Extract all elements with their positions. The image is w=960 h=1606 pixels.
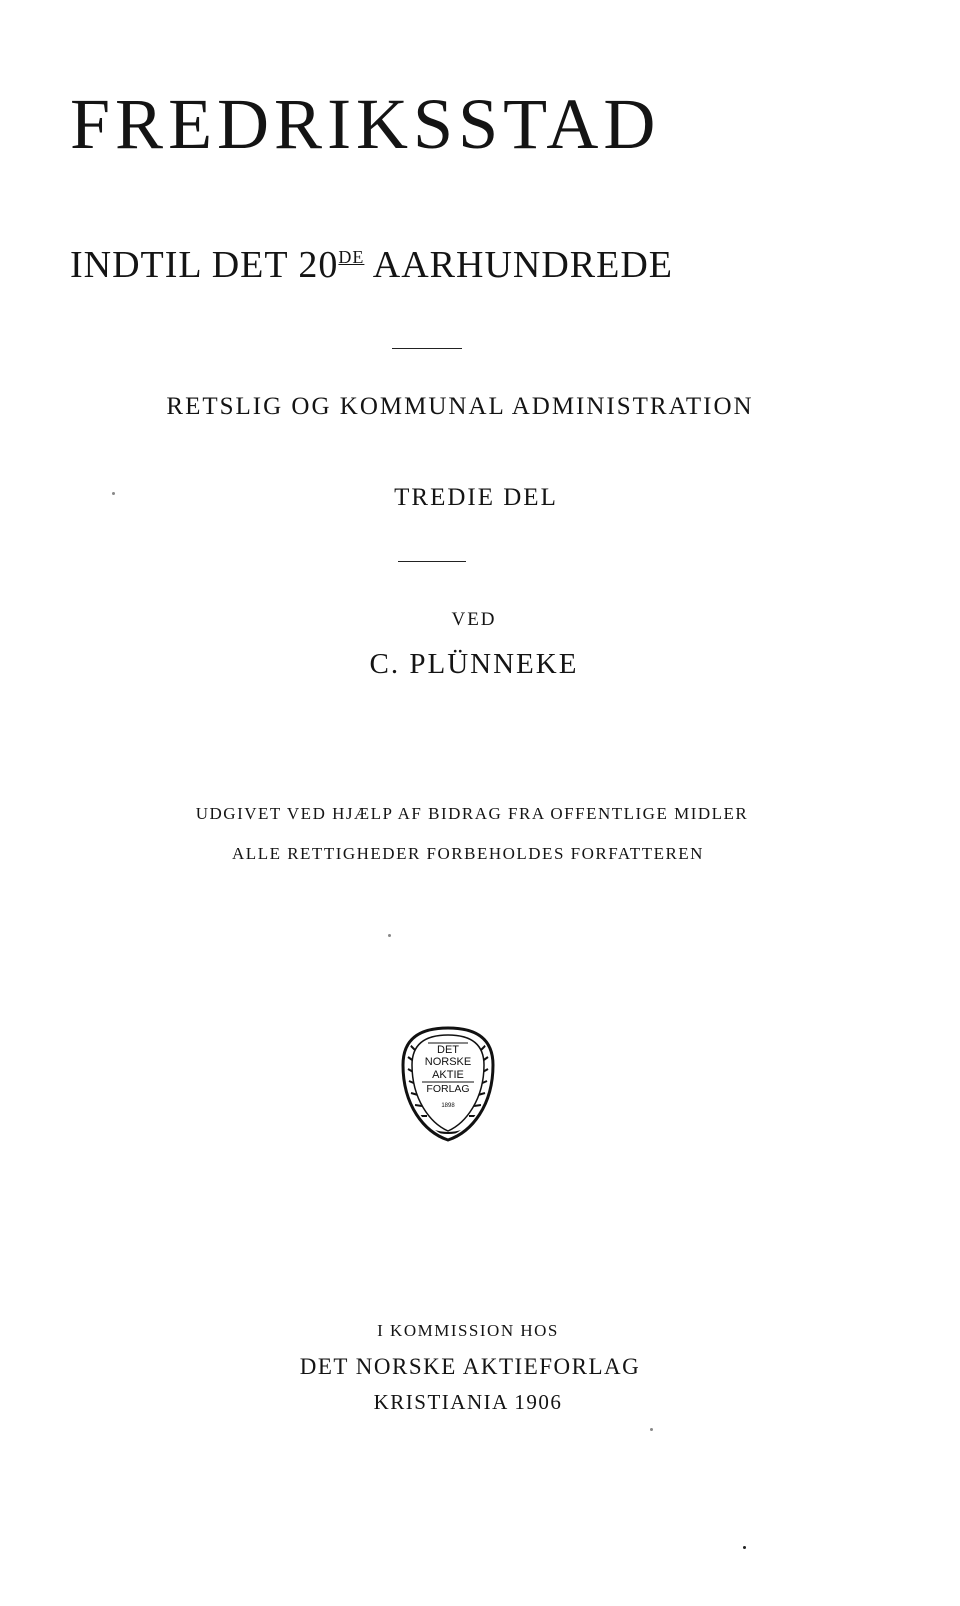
paper-speck (743, 1546, 746, 1549)
paper-speck (650, 1428, 653, 1431)
publication-place-year: KRISTIANIA 1906 (373, 1390, 563, 1414)
rights-note: ALLE RETTIGHEDER FORBEHOLDES FORFATTEREN (232, 844, 704, 863)
book-title: FREDRIKSSTAD (70, 84, 661, 164)
divider-rule (398, 561, 466, 562)
by-label: VED (451, 609, 497, 630)
seal-line-3: AKTIE (432, 1069, 464, 1081)
subtitle-superscript: DE (338, 247, 365, 267)
subtitle-main: INDTIL DET 20 (70, 244, 339, 286)
section-title: RETSLIG OG KOMMUNAL ADMINISTRATION (166, 393, 754, 420)
book-subtitle (70, 246, 673, 284)
part-label: TREDIE DEL (394, 484, 558, 511)
paper-speck (388, 934, 391, 937)
funding-note: UDGIVET VED HJÆLP AF BIDRAG FRA OFFENTLIGE MIDLER (195, 804, 749, 823)
seal-line-4: FORLAG (426, 1083, 470, 1095)
subtitle-rest: AARHUNDREDE (364, 244, 674, 286)
divider-rule (392, 348, 462, 349)
seal-year: 1898 (441, 1103, 455, 1109)
paper-speck (112, 492, 115, 495)
publisher-seal-icon (400, 1025, 496, 1143)
author-name: C. PLÜNNEKE (369, 648, 579, 680)
publisher-name: DET NORSKE AKTIEFORLAG (299, 1354, 641, 1379)
commission-label: I KOMMISSION HOS (377, 1321, 559, 1340)
seal-line-1: DET (437, 1044, 459, 1056)
seal-line-2: NORSKE (424, 1056, 472, 1068)
